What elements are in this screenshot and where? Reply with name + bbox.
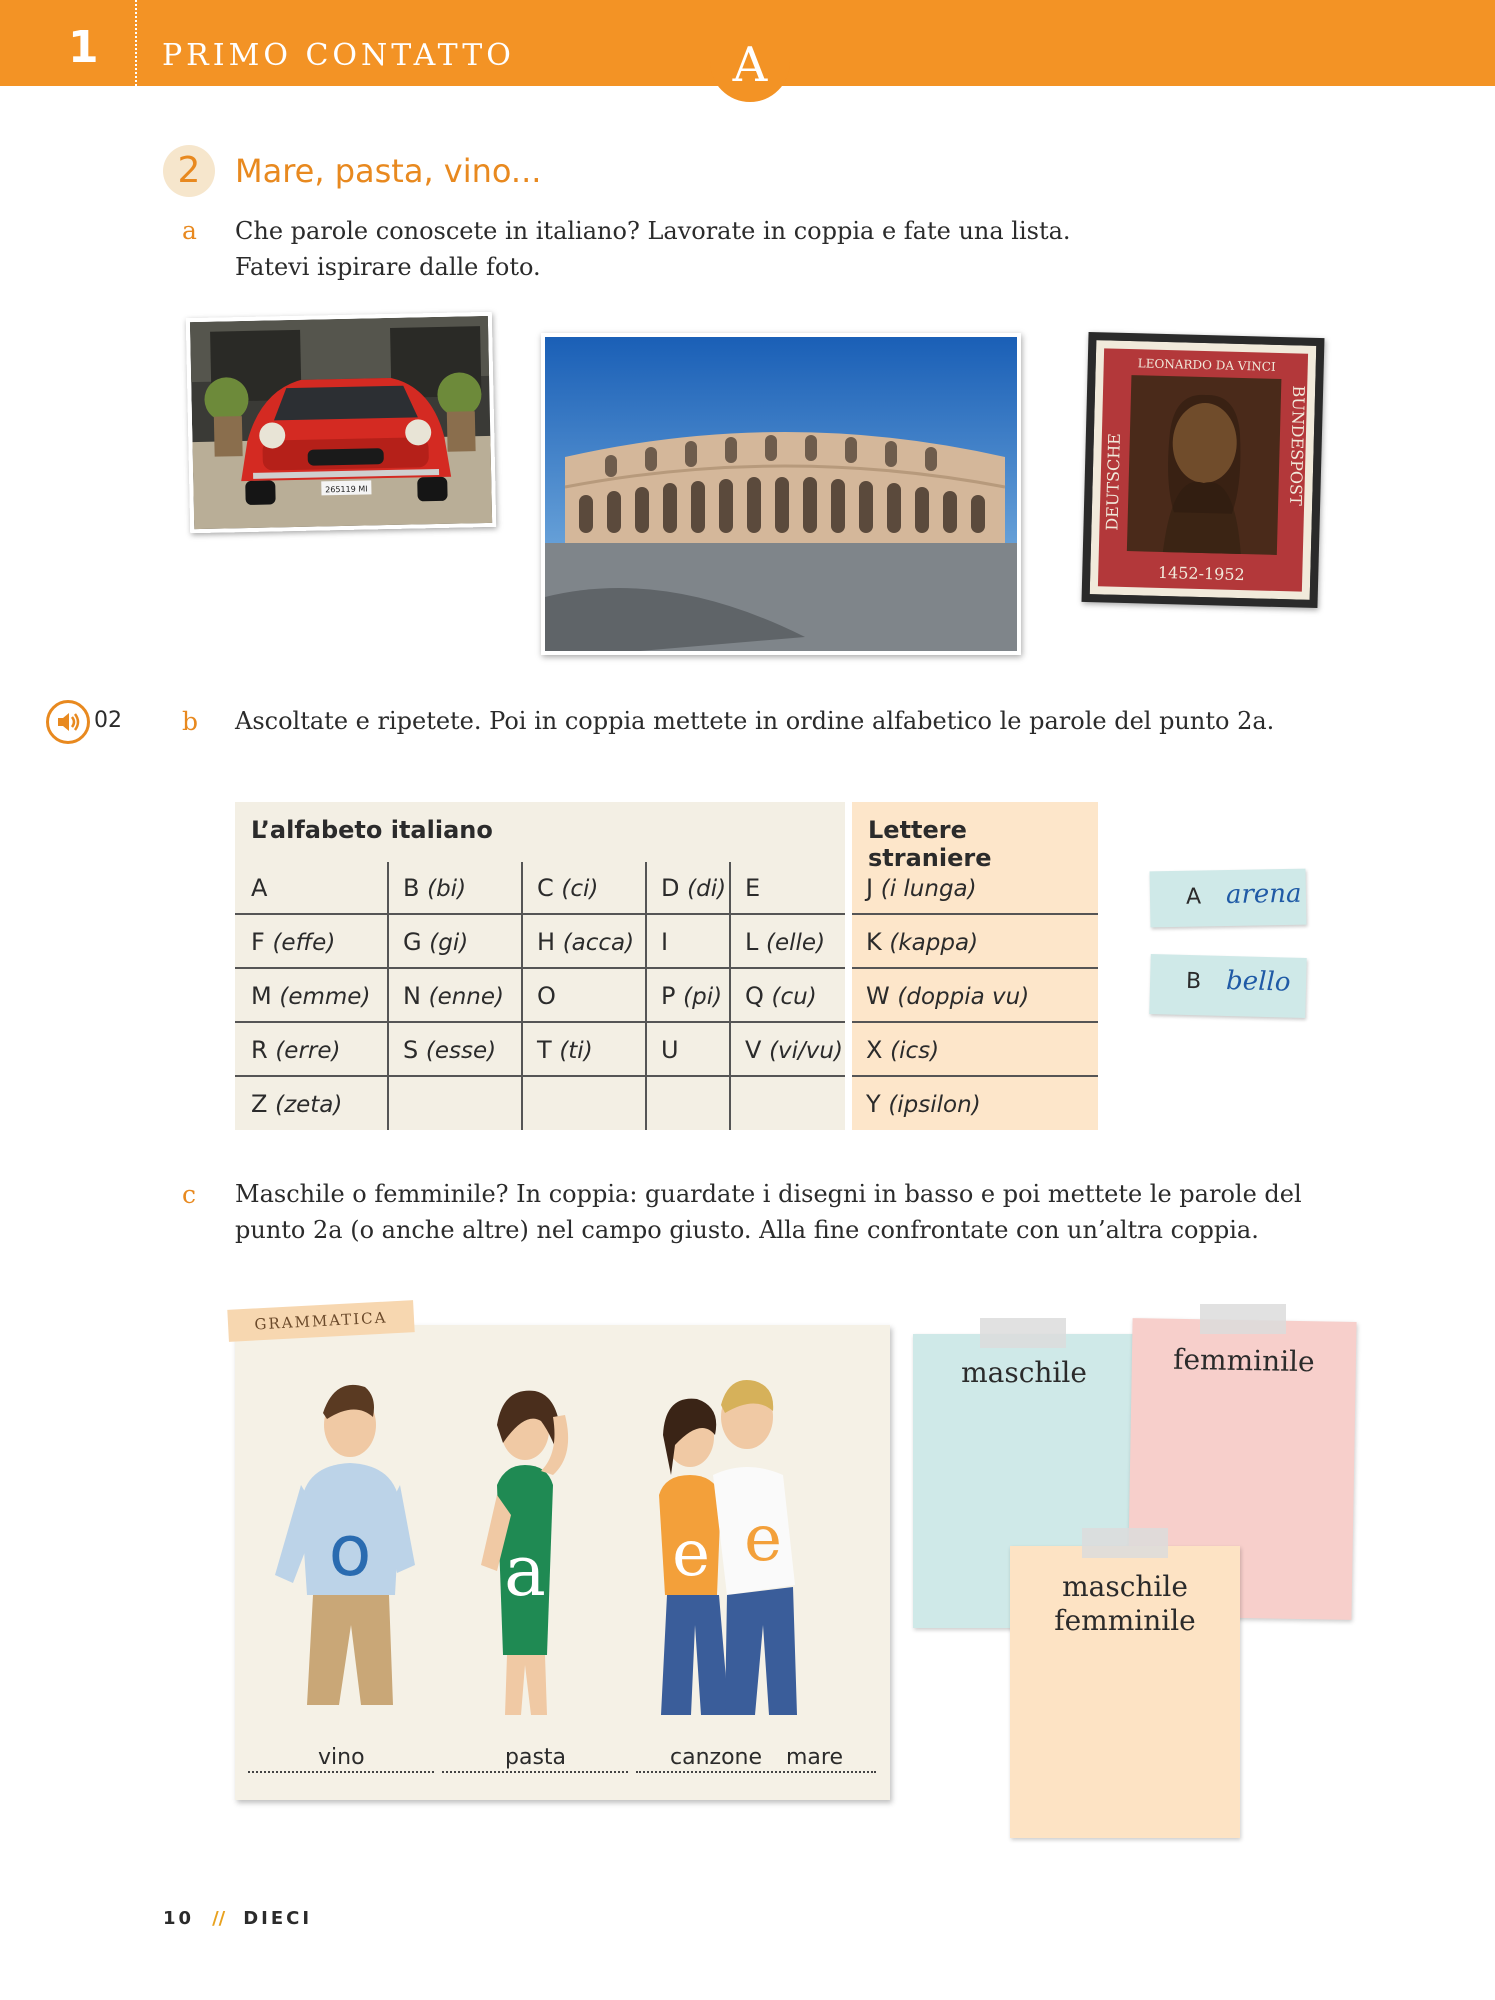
alphabet-cell: U — [661, 1036, 679, 1064]
foreign-letters-table — [852, 802, 1098, 1130]
note-title: maschile — [961, 1356, 1087, 1389]
example-sticker-a — [1150, 869, 1307, 928]
part-b-instruction: Ascoltate e ripetete. Poi in coppia mettete in ordine alfabetico le parole del punto 2a. — [235, 707, 1275, 735]
part-a-instruction-line-2: Fatevi ispirare dalle foto. — [235, 253, 541, 281]
answer-line — [636, 1771, 876, 1773]
page-number: 10 — [163, 1908, 195, 1929]
man-figure — [275, 1385, 415, 1705]
page-footer — [163, 1908, 312, 1929]
alphabet-cell: O — [537, 982, 556, 1010]
alphabet-cell: V (vi/vu) — [745, 1036, 843, 1064]
alphabet-cell: R (erre) — [251, 1036, 341, 1064]
example-sticker-b — [1149, 954, 1307, 1018]
foreign-letter-cell: X (ics) — [866, 1036, 940, 1064]
table-divider — [852, 967, 1098, 969]
audio-track-number: 02 — [94, 708, 122, 733]
grammar-word: mare — [786, 1745, 844, 1770]
foreign-letter-cell: W (doppia vu) — [866, 982, 1030, 1010]
header-divider — [135, 0, 137, 86]
alphabet-cell: Q (cu) — [745, 982, 817, 1010]
table-divider — [235, 967, 845, 969]
table-divider — [852, 1021, 1098, 1023]
grammar-box — [235, 1325, 890, 1800]
sticker-letter: A — [1185, 884, 1202, 910]
table-divider — [852, 913, 1098, 915]
car-illustration — [190, 316, 496, 533]
alphabet-cell: M (emme) — [251, 982, 371, 1010]
grammar-word: canzone — [670, 1745, 763, 1770]
table-divider — [729, 862, 731, 1130]
foreign-letter-cell: K (kappa) — [866, 928, 979, 956]
grammar-tag: GRAMMATICA — [227, 1300, 414, 1342]
answer-line — [248, 1771, 434, 1773]
sticker-word: bello — [1225, 965, 1291, 998]
tape — [1082, 1528, 1168, 1558]
answer-line — [442, 1771, 628, 1773]
footer-separator: // — [212, 1908, 226, 1929]
unit-number: 1 — [68, 22, 99, 73]
alphabet-table — [235, 802, 845, 1130]
note-title: femminile — [1172, 1342, 1315, 1379]
table-divider — [645, 862, 647, 1130]
stamp-left-text: DEUTSCHE — [1102, 432, 1124, 531]
sticker-letter: B — [1185, 968, 1202, 995]
note-maschile-femminile — [1010, 1546, 1240, 1838]
tape — [980, 1318, 1066, 1348]
tape — [1200, 1304, 1286, 1334]
couple-figure — [659, 1380, 797, 1715]
stamp-top-text: LEONARDO DA VINCI — [1137, 356, 1276, 374]
alphabet-cell: T (ti) — [537, 1036, 593, 1064]
table-divider — [235, 913, 845, 915]
shirt-letter: e — [744, 1502, 782, 1576]
woman-figure — [481, 1391, 568, 1715]
exercise-title: Mare, pasta, vino... — [235, 152, 542, 190]
alphabet-cell: E — [745, 874, 761, 902]
table-divider — [235, 1021, 845, 1023]
part-a-instruction-line-1: Che parole conoscete in italiano? Lavorate in coppia e fate una lista. — [235, 217, 1071, 245]
alphabet-cell: L (elle) — [745, 928, 826, 956]
arena-illustration — [545, 337, 1021, 655]
table-divider — [387, 862, 389, 1130]
shirt-letter: a — [504, 1530, 546, 1612]
foreign-letters-header: Lettere straniere — [868, 816, 992, 872]
foreign-letter-cell: Y (ipsilon) — [866, 1090, 981, 1118]
car-photo — [186, 312, 496, 533]
stamp-illustration — [1090, 340, 1317, 600]
alphabet-cell: Z (zeta) — [251, 1090, 343, 1118]
license-plate-text: 265119 MI — [325, 484, 368, 495]
foreign-letter-cell: J (i lunga) — [866, 874, 977, 902]
alphabet-cell: B (bi) — [403, 874, 467, 902]
alphabet-cell: C (ci) — [537, 874, 599, 902]
alphabet-cell: D (di) — [661, 874, 727, 902]
speaker-icon — [49, 703, 87, 741]
gender-illustration — [235, 1325, 890, 1725]
stamp-bottom-text: 1452-1952 — [1157, 562, 1245, 585]
unit-title: PRIMO CONTATTO — [162, 38, 515, 73]
alphabet-cell: G (gi) — [403, 928, 469, 956]
alphabet-cell: H (acca) — [537, 928, 635, 956]
part-a-letter: a — [182, 216, 197, 245]
table-divider — [852, 1075, 1098, 1077]
note-title: maschile — [1062, 1570, 1188, 1603]
stamp-right-text: BUNDESPOST — [1286, 385, 1309, 506]
table-divider — [521, 862, 523, 1130]
note-title: femminile — [1054, 1604, 1196, 1637]
alphabet-cell: N (enne) — [403, 982, 504, 1010]
audio-icon[interactable] — [46, 700, 90, 744]
alphabet-cell: A — [251, 874, 268, 902]
arena-photo — [541, 333, 1021, 655]
alphabet-cell: P (pi) — [661, 982, 723, 1010]
alphabet-cell: S (esse) — [403, 1036, 497, 1064]
stamp-photo — [1082, 332, 1325, 608]
section-tab: A — [710, 28, 790, 102]
shirt-letter: o — [328, 1510, 372, 1592]
page-word: DIECI — [243, 1908, 313, 1929]
grammar-word: vino — [318, 1745, 365, 1770]
alphabet-table-header: L’alfabeto italiano — [251, 816, 493, 844]
part-c-instruction-line-2: punto 2a (o anche altre) nel campo giusto. Alla fine confrontate con un’altra coppia. — [235, 1216, 1259, 1244]
grammar-word: pasta — [505, 1745, 567, 1770]
alphabet-cell: F (effe) — [251, 928, 336, 956]
shirt-letter: e — [672, 1517, 710, 1591]
sticker-word: arena — [1225, 878, 1302, 911]
part-c-letter: c — [182, 1180, 197, 1209]
part-b-letter: b — [182, 707, 199, 736]
part-c-instruction-line-1: Maschile o femminile? In coppia: guardate i disegni in basso e poi mettete le parole del — [235, 1180, 1302, 1208]
exercise-number: 2 — [163, 145, 215, 197]
alphabet-cell: I — [661, 928, 669, 956]
table-divider — [235, 1075, 845, 1077]
